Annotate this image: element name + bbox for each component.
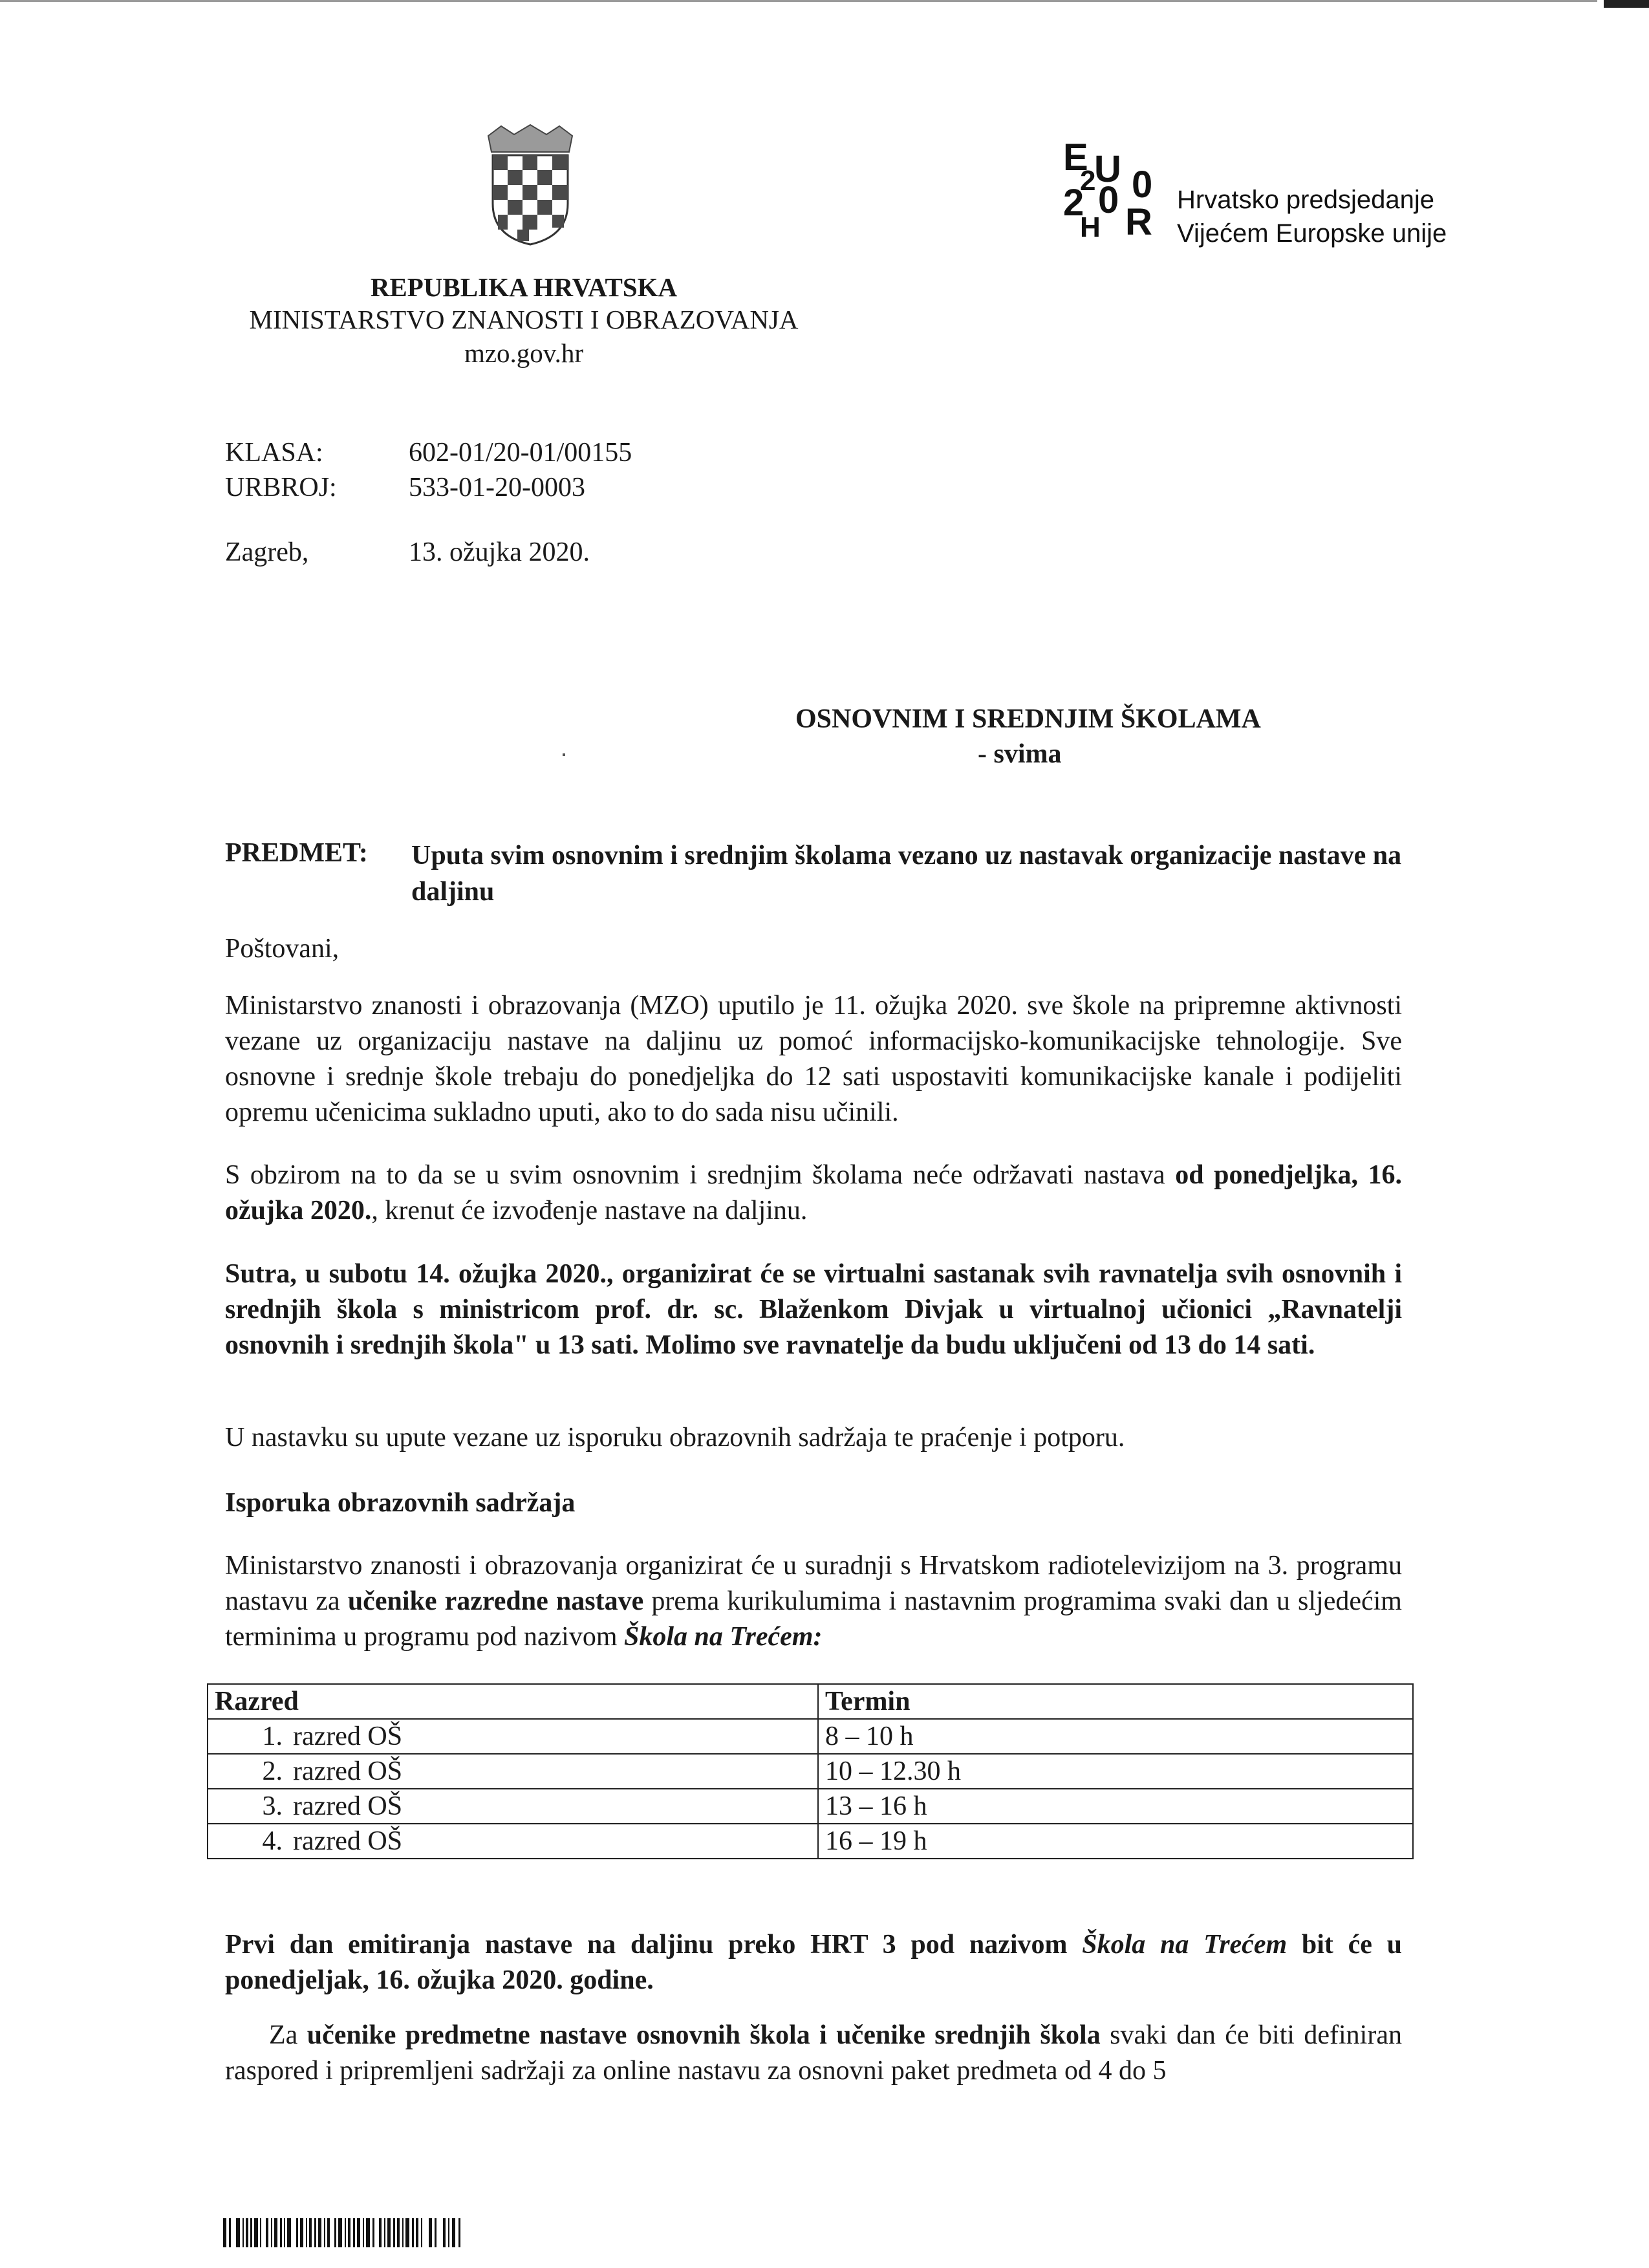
paragraph-6-text-end: bit će u ponedjeljak, 16. ožujka 2020. godine. (225, 1930, 1403, 1995)
paragraph-2-bold: od ponedjeljka, 16. ožujka 2020. (225, 1160, 1403, 1226)
grade-cell (208, 1789, 818, 1824)
paragraph-6 (225, 1927, 1402, 1998)
croatian-coat-of-arms-icon (479, 123, 582, 246)
eu2020-logo (1061, 136, 1170, 243)
scan-corner-mark (1604, 0, 1649, 8)
grade-label: razred OŠ (293, 1756, 403, 1786)
logo-letter: E (1063, 136, 1088, 178)
logo-letter: R (1125, 201, 1152, 243)
urbroj-value: 533-01-20-0003 (409, 473, 585, 502)
paragraph-2-text-end: , krenut će izvođenje nastave na daljinu. (371, 1196, 808, 1226)
paragraph-2 (225, 1158, 1402, 1229)
logo-letter: U (1094, 148, 1121, 190)
section-heading: Isporuka obrazovnih sadržaja (225, 1488, 576, 1518)
place-label: Zagreb, (225, 537, 309, 567)
sender-website: mzo.gov.hr (464, 338, 584, 368)
grade-label: razred OŠ (293, 1722, 403, 1751)
grade-number: 1. (262, 1722, 283, 1751)
presidency-line1: Hrvatsko predsjedanje (1177, 186, 1434, 214)
grade-label: razred OŠ (293, 1826, 403, 1856)
table-row (208, 1719, 1413, 1754)
barcode-icon (223, 2218, 462, 2247)
paragraph-5-text: Ministarstvo znanosti i obrazovanja organizirat će u suradnji s Hrvatskom radiotelevizijom na 3. programu nastavu za (225, 1551, 1402, 1616)
time-cell: 8 – 10 h (818, 1719, 1413, 1754)
program-name: Škola na Trećem: (624, 1622, 823, 1652)
logo-letter: 0 (1098, 179, 1119, 221)
document-date: 13. ožujka 2020. (409, 537, 590, 567)
paragraph-7-text-end: svaki dan će biti definiran raspored i pripremljeni sadržaji za online nastavu za osnovni paket predmeta od 4 do 5 (225, 2020, 1402, 2086)
sender-ministry: MINISTARSTVO ZNANOSTI I OBRAZOVANJA (249, 305, 799, 334)
time-cell: 16 – 19 h (818, 1824, 1413, 1859)
table-header-row (208, 1684, 1413, 1719)
column-header-time: Termin (818, 1684, 1413, 1719)
table-row (208, 1824, 1413, 1859)
scan-speck (563, 753, 565, 756)
logo-letter: 0 (1132, 164, 1153, 206)
paragraph-7-text: Za (269, 2020, 307, 2050)
grade-number: 2. (262, 1756, 283, 1786)
subject-label: PREDMET: (225, 838, 368, 868)
program-name-inline: Škola na Trećem (1082, 1930, 1288, 1960)
paragraph-6-text: Prvi dan emitiranja nastave na daljinu preko HRT 3 pod nazivom (225, 1930, 1083, 1960)
logo-letter: 2 (1063, 182, 1084, 224)
paragraph-5 (225, 1548, 1402, 1655)
presidency-line2: Vijećem Europske unije (1177, 219, 1447, 248)
column-header-grade: Razred (208, 1684, 818, 1719)
scan-edge-line (0, 0, 1597, 2)
grade-number: 4. (262, 1826, 283, 1856)
paragraph-5-text-mid: prema kurikulumima i nastavnim programima svaki dan u sljedećim terminima u programu pod nazivom (225, 1586, 1402, 1652)
sender-country: REPUBLIKA HRVATSKA (370, 272, 678, 302)
schedule-table (207, 1683, 1414, 1859)
paragraph-3: Sutra, u subotu 14. ožujka 2020., organizirat će se virtualni sastanak svih ravnatelja svih osnovnih i srednjih škola s ministricom prof. dr. sc. Blaženkom Divjak u virtualnoj učionici „Ravnatelji osnovnih i srednjih škola" u 13 sati. Molimo sve ravnatelje da budu uključeni od 13 do 14 sati. (225, 1259, 1402, 1360)
greeting: Poštovani, (225, 934, 339, 964)
presidency-text (1177, 183, 1447, 250)
time-cell: 13 – 16 h (818, 1789, 1413, 1824)
urbroj-label: URBROJ: (225, 473, 337, 502)
table-row (208, 1754, 1413, 1789)
logo-letter: H (1080, 211, 1101, 243)
klasa-label: KLASA: (225, 438, 323, 468)
grade-cell (208, 1824, 818, 1859)
grade-cell (208, 1719, 818, 1754)
logo-letter: 2 (1080, 165, 1096, 197)
klasa-value: 602-01/20-01/00155 (409, 438, 632, 468)
paragraph-1: Ministarstvo znanosti i obrazovanja (MZO) uputilo je 11. ožujka 2020. sve škole na pripremne aktivnosti vezane uz organizaciju nastave na daljinu uz pomoć informacijsko-komunikacijske tehnologije. Sve osnovne i srednje škole trebaju do ponedjeljka do 12 sati uspostaviti komunikacijske kanale i podijeliti opremu učenicima sukladno uputi, ako to do sada nisu učinili. (225, 991, 1402, 1127)
grade-label: razred OŠ (293, 1791, 403, 1821)
table-row (208, 1789, 1413, 1824)
recipient-line1: OSNOVNIM I SREDNJIM ŠKOLAMA (795, 704, 1261, 734)
recipient-line2: - svima (978, 739, 1062, 769)
paragraph-7 (225, 2018, 1402, 2089)
paragraph-2-text: S obzirom na to da se u svim osnovnim i srednjim školama neće održavati nastava (225, 1160, 1176, 1190)
paragraph-5-bold: učenike razredne nastave (347, 1586, 644, 1616)
grade-number: 3. (262, 1791, 283, 1821)
grade-cell (208, 1754, 818, 1789)
time-cell: 10 – 12.30 h (818, 1754, 1413, 1789)
paragraph-4: U nastavku su upute vezane uz isporuku obrazovnih sadržaja te praćenje i potporu. (225, 1423, 1125, 1453)
paragraph-7-bold: učenike predmetne nastave osnovnih škola i učenike srednjih škola (307, 2020, 1101, 2050)
subject-text: Uputa svim osnovnim i srednjim školama vezano uz nastavak organizacije nastave na daljinu (411, 841, 1402, 907)
